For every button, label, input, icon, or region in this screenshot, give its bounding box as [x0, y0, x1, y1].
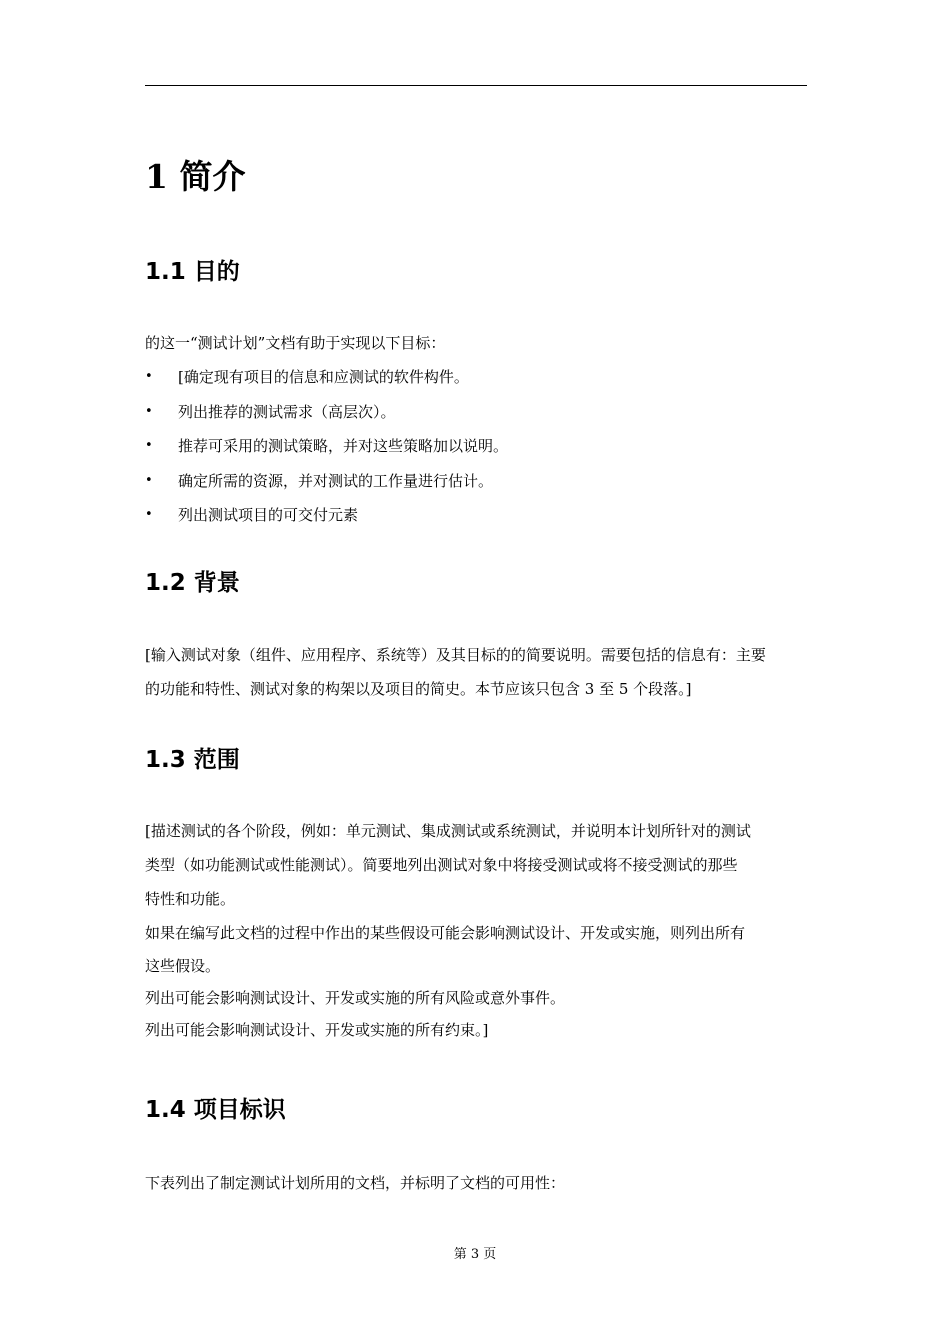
purpose-bullet-list	[145, 360, 810, 533]
paragraph-line: 特性和功能。	[145, 890, 236, 908]
bullet-icon: •	[145, 438, 153, 453]
paragraph-line: 这些假设。	[145, 957, 221, 975]
scope-paragraph	[145, 814, 810, 1046]
paragraph-line: 列出可能会影响测试设计、开发或实施的所有风险或意外事件。	[145, 989, 566, 1007]
paragraph-line: [描述测试的各个阶段，例如：单元测试、集成测试或系统测试，并说明本计划所针对的测试	[145, 822, 751, 840]
list-item-text: 列出推荐的测试需求（高层次）。	[178, 402, 396, 421]
paragraph-line: 类型（如功能测试或性能测试）。简要地列出测试对象中将接受测试或将不接受测试的那些	[145, 856, 738, 874]
section-heading-background: 1.2 背景	[145, 570, 240, 596]
purpose-intro: 的这一“测试计划”文档有助于实现以下目标：	[145, 334, 446, 352]
identification-intro: 下表列出了制定测试计划所用的文档，并标明了文档的可用性：	[145, 1174, 566, 1192]
section-heading-purpose: 1.1 目的	[145, 259, 240, 285]
list-item-text: 推荐可采用的测试策略，并对这些策略加以说明。	[178, 437, 509, 455]
bullet-icon: •	[145, 403, 153, 419]
section-heading-scope: 1.3 范围	[145, 747, 240, 773]
background-paragraph	[145, 638, 810, 706]
bullet-icon: •	[145, 369, 153, 384]
list-item	[145, 498, 810, 533]
list-item-text: [确定现有项目的信息和应测试的软件构件。	[178, 368, 469, 386]
bullet-icon: •	[145, 507, 153, 522]
paragraph-line: 如果在编写此文档的过程中作出的某些假设可能会影响测试设计、开发或实施，则列出所有	[145, 924, 746, 942]
list-item	[145, 395, 810, 430]
chapter-title: 1 简介	[145, 157, 246, 196]
section-heading-identification: 1.4 项目标识	[145, 1097, 286, 1123]
paragraph-line: 的功能和特性、测试对象的构架以及项目的简史。本节应该只包含 3 至 5 个段落。]	[145, 680, 692, 698]
page-footer: 第 3 页	[453, 1247, 497, 1262]
paragraph-line: 列出可能会影响测试设计、开发或实施的所有约束。]	[145, 1021, 489, 1039]
paragraph-line: [输入测试对象（组件、应用程序、系统等）及其目标的的简要说明。需要包括的信息有：主要	[145, 646, 766, 664]
header-rule	[145, 85, 807, 86]
list-item	[145, 429, 810, 464]
list-item-text: 确定所需的资源，并对测试的工作量进行估计。	[178, 471, 494, 490]
list-item	[145, 360, 810, 395]
list-item-text: 列出测试项目的可交付元素	[178, 506, 359, 524]
bullet-icon: •	[145, 472, 153, 488]
list-item	[145, 464, 810, 499]
